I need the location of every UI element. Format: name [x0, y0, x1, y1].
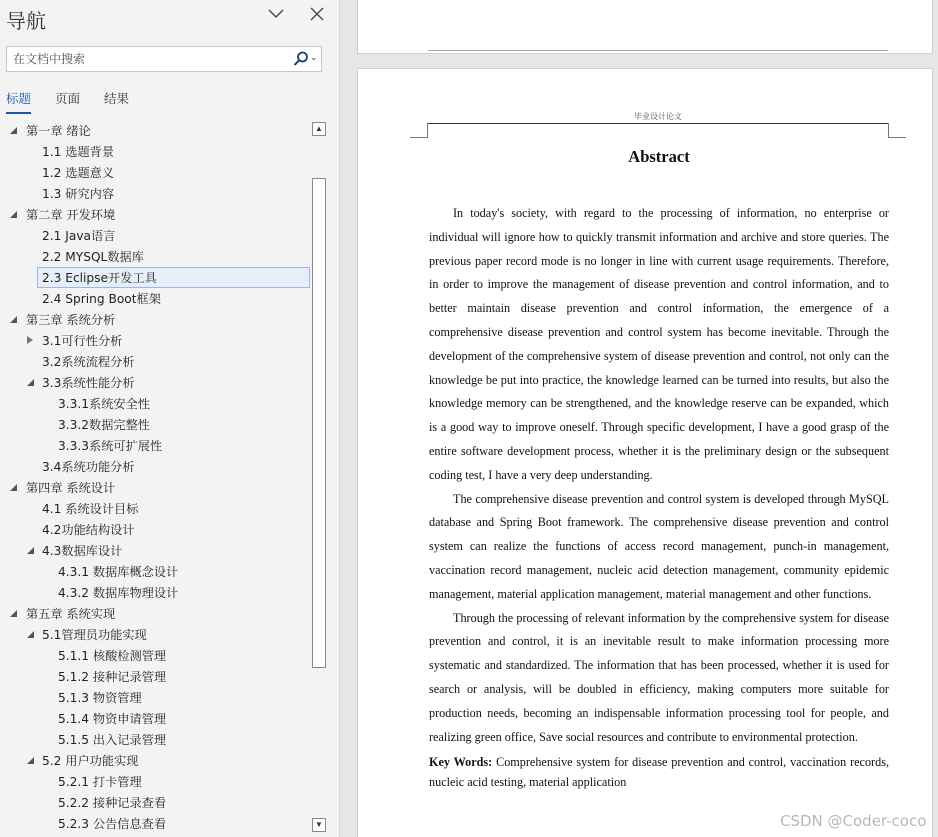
tree-item-label: 5.1.1 核酸检测管理	[58, 649, 167, 663]
tree-item-label: 3.3系统性能分析	[42, 376, 135, 390]
tree-item[interactable]	[0, 540, 310, 561]
nav-scrollbar[interactable]	[312, 122, 326, 832]
tree-item[interactable]	[0, 120, 310, 141]
tree-item[interactable]	[0, 750, 310, 771]
tree-item-label: 第四章 系统设计	[26, 481, 116, 495]
tree-item-label: 1.3 研究内容	[42, 187, 115, 201]
tree-item-label: 第三章 系统分析	[26, 313, 116, 327]
tree-item[interactable]	[0, 183, 310, 204]
expanded-triangle-icon[interactable]	[10, 316, 17, 323]
tree-item-label: 5.2 用户功能实现	[42, 754, 139, 768]
tree-item[interactable]	[0, 225, 310, 246]
tree-item-label: 5.2.2 接种记录查看	[58, 796, 167, 810]
abstract-body[interactable]	[429, 202, 889, 792]
expanded-triangle-icon[interactable]	[10, 610, 17, 617]
header-rule-prev	[428, 50, 888, 51]
scroll-thumb[interactable]	[312, 178, 326, 668]
watermark: CSDN @Coder-coco	[780, 812, 927, 830]
tab-results[interactable]: 结果	[104, 91, 130, 106]
tab-pages[interactable]: 页面	[55, 91, 81, 106]
tree-item[interactable]	[0, 561, 310, 582]
expanded-triangle-icon[interactable]	[27, 379, 34, 386]
tree-item-label: 2.4 Spring Boot框架	[42, 292, 161, 306]
tree-item[interactable]	[0, 351, 310, 372]
tree-item-label: 4.3数据库设计	[42, 544, 123, 558]
tree-item-label: 第二章 开发环境	[26, 208, 116, 222]
tree-item[interactable]	[0, 792, 310, 813]
close-icon[interactable]	[305, 4, 329, 26]
tree-item[interactable]	[0, 582, 310, 603]
tree-item-label: 第一章 绪论	[26, 124, 91, 138]
tree-item-label: 3.1可行性分析	[42, 334, 123, 348]
tree-item[interactable]	[0, 141, 310, 162]
abstract-paragraph-3: Through the processing of relevant information by the comprehensive system for disease prevention and control, it is an inevitable result to make information processing more systematic and standardized. The information that has been processed, whether it is used for search or analysis, will be doubled in efficiency, making computers more suitable for production needs, becoming an indispensable information processing tool for people, and realizing green office, Save social resources and contribute to environmental protection.	[429, 610, 889, 744]
tree-item-label: 2.1 Java语言	[42, 229, 116, 243]
tree-item-label: 5.1.5 出入记录管理	[58, 733, 167, 747]
heading-tree	[0, 120, 310, 837]
tree-item-label: 5.2.3 公告信息查看	[58, 817, 167, 831]
tree-item-label: 4.2功能结构设计	[42, 523, 135, 537]
scroll-up-button[interactable]: ▲	[312, 122, 326, 136]
document-area	[341, 0, 938, 837]
chevron-down-icon[interactable]	[264, 4, 288, 26]
tree-item[interactable]	[0, 288, 310, 309]
tree-item-label: 5.1.2 接种记录管理	[58, 670, 167, 684]
dropdown-arrow-icon: ⌄	[310, 52, 318, 62]
abstract-title: Abstract	[628, 147, 690, 166]
tree-item[interactable]	[0, 456, 310, 477]
tree-item-label: 3.2系统流程分析	[42, 355, 135, 369]
expanded-triangle-icon[interactable]	[27, 631, 34, 638]
tree-item[interactable]	[0, 477, 310, 498]
tree-item[interactable]	[0, 372, 310, 393]
tree-item[interactable]	[0, 498, 310, 519]
tree-item[interactable]	[0, 393, 310, 414]
tree-item-label: 2.3 Eclipse开发工具	[37, 267, 310, 288]
tree-item[interactable]	[0, 162, 310, 183]
tree-item[interactable]	[0, 813, 310, 834]
expanded-triangle-icon[interactable]	[27, 547, 34, 554]
tree-item[interactable]	[0, 330, 310, 351]
search-button[interactable]	[289, 47, 321, 71]
tree-item[interactable]	[0, 666, 310, 687]
tree-item-label: 5.1管理员功能实现	[42, 628, 147, 642]
nav-tabs	[0, 90, 330, 114]
crop-mark	[410, 137, 428, 138]
scroll-down-button[interactable]: ▼	[312, 818, 326, 832]
crop-mark	[410, 123, 428, 137]
expanded-triangle-icon[interactable]	[10, 127, 17, 134]
collapsed-triangle-icon[interactable]	[27, 336, 33, 344]
tree-item[interactable]	[0, 603, 310, 624]
navigation-pane	[0, 0, 340, 837]
crop-mark	[888, 123, 906, 137]
tree-item-label: 3.3.2数据完整性	[58, 418, 150, 432]
tree-item-label: 4.1 系统设计目标	[42, 502, 139, 516]
expanded-triangle-icon[interactable]	[27, 757, 34, 764]
tree-item[interactable]	[0, 267, 310, 288]
expanded-triangle-icon[interactable]	[10, 211, 17, 218]
tree-item-label: 3.4系统功能分析	[42, 460, 135, 474]
tab-headings[interactable]: 标题	[6, 90, 31, 114]
tree-item[interactable]	[0, 645, 310, 666]
tree-item-label: 5.1.3 物资管理	[58, 691, 142, 705]
tree-item-label: 5.1.4 物资申请管理	[58, 712, 167, 726]
tree-item-label: 3.3.3系统可扩展性	[58, 439, 163, 453]
header-rule	[428, 123, 888, 124]
tree-item-label: 2.2 MYSQL数据库	[42, 250, 144, 264]
page-header: 毕业设计论文	[634, 112, 682, 121]
tree-item-label: 5.2.1 打卡管理	[58, 775, 142, 789]
tree-item-label: 1.1 选题背景	[42, 145, 115, 159]
previous-page	[357, 0, 933, 54]
tree-item[interactable]	[0, 729, 310, 750]
search-icon	[293, 51, 309, 67]
tree-item[interactable]	[0, 309, 310, 330]
tree-item-label: 3.3.1系统安全性	[58, 397, 150, 411]
crop-mark	[888, 137, 906, 138]
tree-item[interactable]	[0, 519, 310, 540]
abstract-paragraph-1: In today's society, with regard to the processing of information, no enterprise or individual will ignore how to quickly transmit information and archive and store queries. The previous paper record mode is no longer in line with current usage requirements. Therefore, in order to improve the management of disease prevention and control information, and to better maintain disease prevention and control information, the emergence of a comprehensive disease prevention and control system has become inevitable. Through the development of the comprehensive system of disease prevention and control, not only can the knowledge be put into practice, the knowledge learned can be turned into results, but also the knowledge memory can be strengthened, and the knowledge reserve can be expanded, which is a good way to improve oneself. Through specific development, I have a good grasp of the entire software development process, whether it is the preliminary design or the subsequent coding test, I have a very deep understanding.	[429, 206, 889, 482]
tree-item[interactable]	[0, 435, 310, 456]
tree-item[interactable]	[0, 708, 310, 729]
tree-item[interactable]	[0, 414, 310, 435]
tree-item-label: 4.3.1 数据库概念设计	[58, 565, 179, 579]
tree-item-label: 第五章 系统实现	[26, 607, 116, 621]
keywords-text: Comprehensive system for disease prevention and control, vaccination records, nucleic acid testing, material application	[429, 755, 889, 790]
search-box	[6, 46, 322, 72]
search-input[interactable]	[7, 47, 287, 71]
keywords-label: Key Words:	[429, 755, 493, 770]
nav-title: 导航	[6, 9, 46, 33]
tree-item[interactable]	[0, 204, 310, 225]
keywords	[429, 752, 889, 792]
tree-item[interactable]	[0, 687, 310, 708]
expanded-triangle-icon[interactable]	[10, 484, 17, 491]
tree-item-label: 4.3.2 数据库物理设计	[58, 586, 179, 600]
document-page	[357, 68, 933, 837]
tree-item[interactable]	[0, 771, 310, 792]
abstract-paragraph-2: The comprehensive disease prevention and control system is developed through MySQL database and Spring Boot framework. The comprehensive disease prevention and control system can realize the functions of access record management, punch-in management, vaccination record management, nucleic acid detection management, community epidemic management, material application management, material management and other functions.	[429, 491, 889, 601]
tree-item[interactable]	[0, 246, 310, 267]
tree-item[interactable]	[0, 624, 310, 645]
tree-item-label: 1.2 选题意义	[42, 166, 115, 180]
